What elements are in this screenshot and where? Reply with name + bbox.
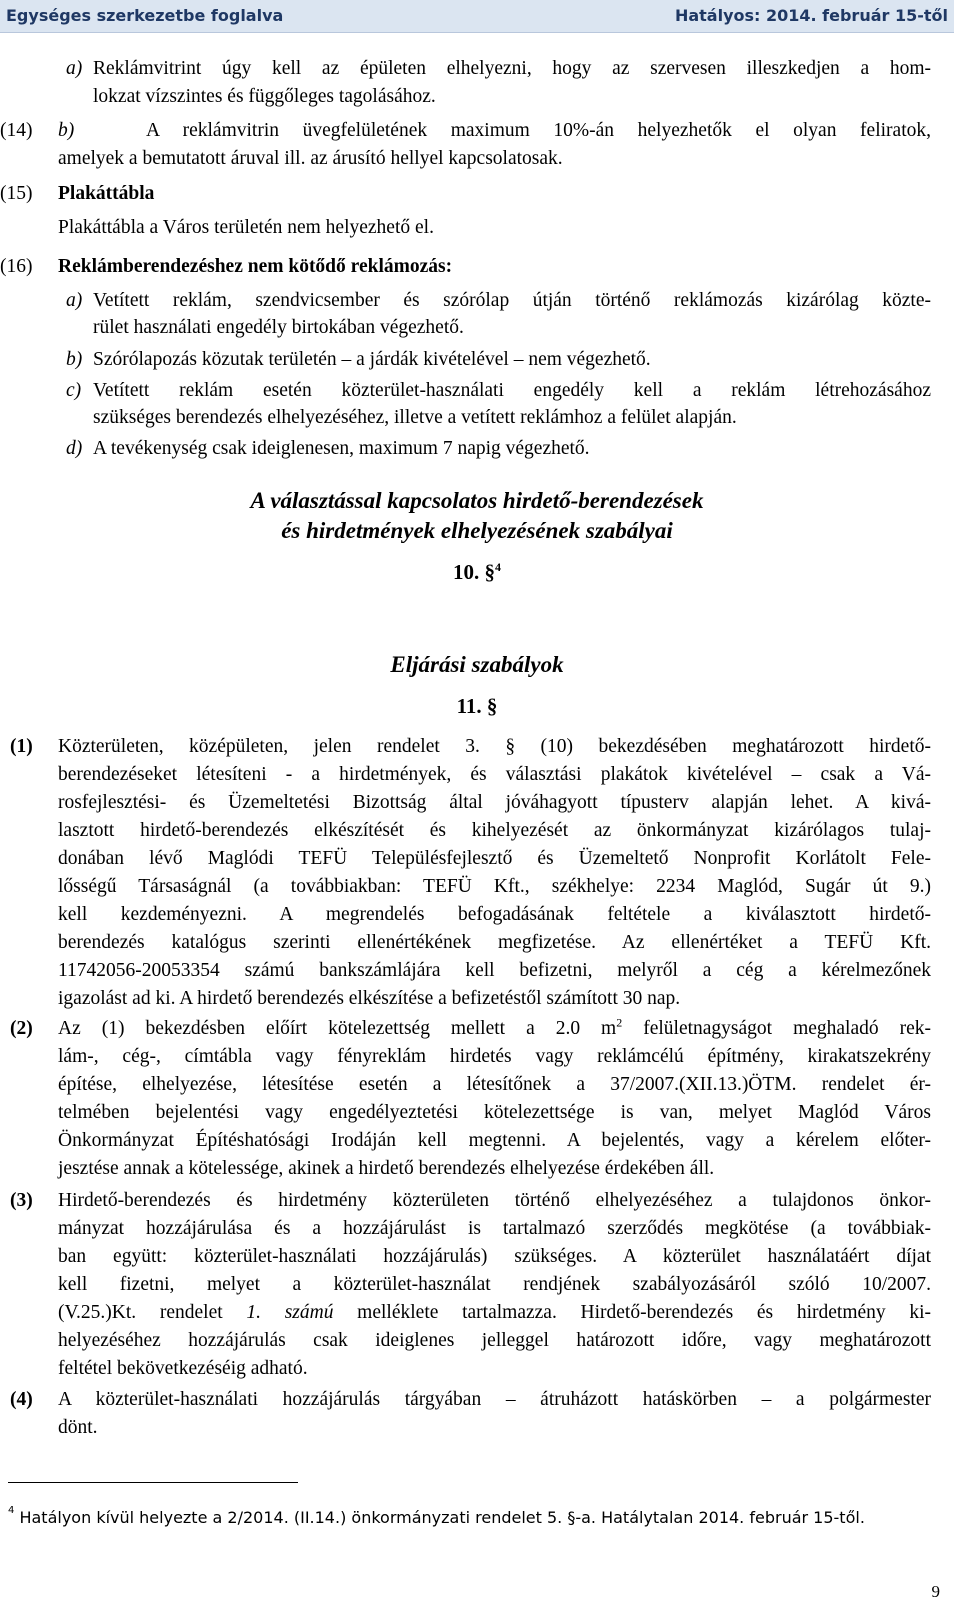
item-label-d: d)	[66, 438, 83, 459]
text-run: melléklete tartalmazza. Hirdető-berendezés és hirdetmény ki-	[333, 1302, 932, 1323]
text-line: igazolást ad ki. A hirdető berendezés elkészítése a befizetéstől számított 30 nap.	[58, 988, 681, 1009]
text-run: felületnagyságot meghaladó rek-	[622, 1018, 931, 1039]
paragraph-title: Reklámberendezéshez nem kötődő reklámozás:	[58, 256, 453, 277]
text-line: helyezéséhez hozzájárulás csak ideiglenes jelleggel határozott időre, vagy meghatározott	[58, 1330, 931, 1351]
item-label-b: b)	[66, 349, 83, 370]
paragraph-number: (3)	[10, 1190, 33, 1211]
item-text-line: A reklámvitrin üvegfelületének maximum 10%-án helyezhetők el olyan feliratok,	[146, 120, 931, 141]
text-run: Az (1) bekezdésben előírt kötelezettség mellett a 2.0 m	[58, 1018, 617, 1039]
item-text-line: lokzat vízszintes és függőleges tagolásához.	[93, 86, 436, 107]
item-label-c: c)	[66, 380, 82, 401]
item-label-a: a)	[66, 290, 83, 311]
text-line: berendezéseket létesíteni - a hirdetmények, és választási plakátok kivételével – csak a Vá-	[58, 764, 931, 785]
text-line	[58, 1299, 931, 1327]
item-label-b: b)	[58, 120, 75, 141]
paragraph-number: (2)	[10, 1018, 33, 1039]
text-line: Közterületen, középületen, jelen rendelet 3. § (10) bekezdésében meghatározott hirdető-	[58, 736, 931, 757]
paragraph-title: Plakáttábla	[58, 183, 155, 204]
section-11-number: 11. §	[456, 694, 498, 718]
text-line: A közterület-használati hozzájárulás tárgyában – átruházott hatáskörben – a polgármester	[58, 1389, 931, 1410]
footnote-separator	[8, 1482, 298, 1483]
paragraph-number: (14)	[0, 120, 33, 141]
text-line: telmében bejelentési vagy engedélyeztetési kötelezettsége is van, melyet Maglód Város	[58, 1102, 931, 1123]
text-line: jesztése annak a kötelessége, akinek a hirdető berendezés elhelyezése érdekében áll.	[58, 1158, 715, 1179]
text-line	[58, 1015, 931, 1043]
item-text-line: szükséges berendezés elhelyezéséhez, illetve a vetített reklámhoz a felület alapján.	[93, 407, 737, 428]
paragraph-4-body	[58, 1386, 931, 1442]
text-line: lám-, cég-, címtábla vagy fényreklám hirdetés vagy reklámcélú építmény, kirakatszekrény	[58, 1046, 931, 1067]
paragraph-number: (16)	[0, 256, 33, 277]
section-number-text: 10. §	[453, 560, 495, 584]
paragraph-number: (15)	[0, 183, 33, 204]
paragraph-2-body	[58, 1015, 931, 1183]
text-line: lősségű Társaságnál (a továbbiakban: TEFÜ Kft., székhelye: 2234 Maglód, Sugár út 9.)	[58, 876, 931, 897]
text-line: Önkormányzat Építéshatósági Irodáján kell megtenni. A bejelentés, vagy a kérelem előter-	[58, 1130, 931, 1151]
item-text-line: rület használati engedély birtokában végezhető.	[93, 317, 464, 338]
item-text-line: amelyek a bemutatott áruval ill. az árusító hellyel kapcsolatosak.	[58, 148, 563, 169]
annex-reference: 1. számú	[246, 1302, 334, 1323]
page-number: 9	[931, 1582, 940, 1601]
section-11-title: Eljárási szabályok	[390, 652, 564, 677]
text-line: ban együtt: közterület-használati hozzájárulás) szükséges. A közterület használatáért díjat	[58, 1246, 931, 1267]
text-line: Hirdető-berendezés és hirdetmény közterületen történő elhelyezéséhez a tulajdonos önkor-	[58, 1190, 931, 1211]
paragraph-number: (4)	[10, 1389, 33, 1410]
item-text-line: Vetített reklám, szendvicsember és szórólap útján történő reklámozás kizárólag közte-	[93, 290, 931, 311]
text-line: kell fizetni, melyet a közterület-használat rendjének szabályozásáról szóló 10/2007.	[58, 1274, 931, 1295]
text-run: (V.25.)Kt. rendelet	[58, 1302, 247, 1323]
section-10-number	[0, 558, 954, 586]
section-10-title-line-2: és hirdetmények elhelyezésének szabályai	[281, 518, 673, 543]
item-text-line: Vetített reklám esetén közterület-használati engedély kell a reklám létrehozásához	[93, 380, 931, 401]
superscript: 2	[616, 1015, 623, 1030]
text-line: feltétel bekövetkezéséig adható.	[58, 1358, 308, 1379]
text-line: lasztott hirdető-berendezés elkészítését és kihelyezését az önkormányzat kizárólagos tulaj-	[58, 820, 931, 841]
paragraph-1-body	[58, 733, 931, 1013]
text-line: dönt.	[58, 1417, 98, 1438]
text-line: kell kezdeményezni. A megrendelés befogadásának feltétele a kiválasztott hirdető-	[58, 904, 931, 925]
text-line: 11742056-20053354 számú bankszámlájára kell befizetni, melyről a cég a kérelmezőnek	[58, 960, 931, 981]
footnote	[8, 1504, 865, 1527]
footnote-mark: 4	[8, 1504, 15, 1516]
text-line: berendezés katalógus szerinti ellenértékének megfizetése. Az ellenértéket a TEFÜ Kft.	[58, 932, 931, 953]
item-text-line: Reklámvitrint úgy kell az épületen elhelyezni, hogy az szervesen illeszkedjen a hom-	[93, 58, 931, 79]
effective-date-label: Hatályos: 2014. február 15-től	[674, 6, 948, 25]
text-line: rosfejlesztési- és Üzemeltetési Bizottság által jóváhagyott típusterv alapján lehet. A kivá-	[58, 792, 931, 813]
document-header	[0, 0, 954, 33]
section-10-title-line-1: A választással kapcsolatos hirdető-berendezések	[250, 488, 704, 513]
consolidated-label: Egységes szerkezetbe foglalva	[6, 6, 284, 25]
footnote-text: Hatályon kívül helyezte a 2/2014. (II.14.) önkormányzati rendelet 5. §-a. Hatálytalan 2014. február 15-től.	[19, 1508, 865, 1527]
item-text-line: Szórólapozás közutak területén – a járdák kivételével – nem végezhető.	[93, 349, 651, 370]
paragraph-number: (1)	[10, 736, 33, 757]
paragraph-3-body	[58, 1187, 931, 1383]
text-line: építése, elhelyezése, létesítése esetén a létesítőnek a 37/2007.(XII.13.)ÖTM. rendelet ér-	[58, 1074, 931, 1095]
text-line: mányzat hozzájárulása és a hozzájárulást is tartalmazó szerződés megkötése (a továbbiak-	[58, 1218, 931, 1239]
text-line: donában lévő Maglódi TEFÜ Településfejlesztő és Üzemeltető Nonprofit Korlátolt Fele-	[58, 848, 931, 869]
item-text-line: A tevékenység csak ideiglenesen, maximum 7 napig végezhető.	[93, 438, 590, 459]
item-label-a: a)	[66, 58, 83, 79]
footnote-ref[interactable]: 4	[495, 560, 501, 574]
paragraph-text: Plakáttábla a Város területén nem helyezhető el.	[58, 217, 434, 238]
